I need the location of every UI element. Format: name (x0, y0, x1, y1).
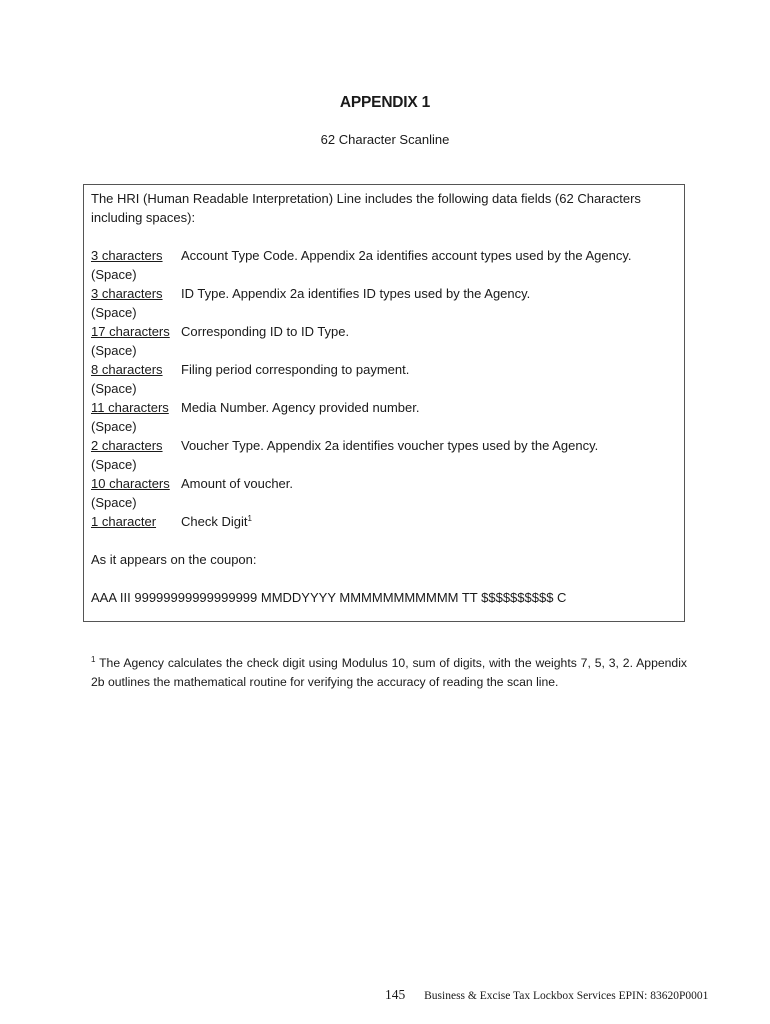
space-separator: (Space) (91, 343, 137, 358)
hri-intro-text: The HRI (Human Readable Interpretation) Line includes the following data fields (62 Characters including spaces): (91, 191, 641, 225)
page-footer (385, 987, 708, 1003)
space-separator: (Space) (91, 267, 137, 282)
field-row (91, 512, 677, 531)
space-separator: (Space) (91, 495, 137, 510)
appendix-subtitle: 62 Character Scanline (320, 132, 450, 147)
space-separator: (Space) (91, 381, 137, 396)
appendix-title: APPENDIX 1 (339, 94, 431, 111)
space-separator: (Space) (91, 457, 137, 472)
field-row (91, 322, 677, 341)
field-description: Check Digit (181, 514, 248, 529)
coupon-scanline-example: AAA III 99999999999999999 MMDDYYYY MMMMMMMMMMM TT $$$$$$$$$$ C (91, 590, 567, 605)
field-description: Media Number. Agency provided number. (181, 400, 420, 415)
footnote-text: The Agency calculates the check digit using Modulus 10, sum of digits, with the weights 7, 5, 3, 2. Appendix 2b outlines the mathematical routine for verifying the accuracy of reading the scan line. (91, 656, 687, 689)
field-count: 3 characters (91, 286, 163, 301)
field-count: 3 characters (91, 248, 163, 263)
field-row (91, 474, 677, 493)
field-count: 2 characters (91, 438, 163, 453)
field-count: 17 characters (91, 324, 170, 339)
field-row (91, 398, 677, 417)
scanline-definition-box (83, 184, 685, 622)
field-row (91, 284, 677, 303)
field-count: 10 characters (91, 476, 170, 491)
field-list (91, 246, 677, 531)
field-description: Amount of voucher. (181, 476, 294, 491)
field-row (91, 246, 677, 265)
field-row (91, 360, 677, 379)
field-description: Corresponding ID to ID Type. (181, 324, 350, 339)
field-row (91, 436, 677, 455)
field-count: 8 characters (91, 362, 163, 377)
space-separator: (Space) (91, 305, 137, 320)
page-number: 145 (385, 987, 406, 1002)
field-count: 11 characters (91, 400, 169, 415)
field-description: ID Type. Appendix 2a identifies ID types used by the Agency. (181, 286, 531, 301)
field-description: Account Type Code. Appendix 2a identifies account types used by the Agency. (181, 248, 632, 263)
footnote (91, 654, 687, 692)
footer-document-title: Business & Excise Tax Lockbox Services EPIN: 83620P0001 (424, 990, 709, 1002)
footnote-marker: 1 (91, 655, 96, 664)
field-count: 1 character (91, 514, 157, 529)
space-separator: (Space) (91, 419, 137, 434)
field-description: Voucher Type. Appendix 2a identifies voucher types used by the Agency. (181, 438, 599, 453)
coupon-label: As it appears on the coupon: (91, 552, 257, 567)
footnote-reference: 1 (247, 514, 252, 523)
field-description: Filing period corresponding to payment. (181, 362, 410, 377)
